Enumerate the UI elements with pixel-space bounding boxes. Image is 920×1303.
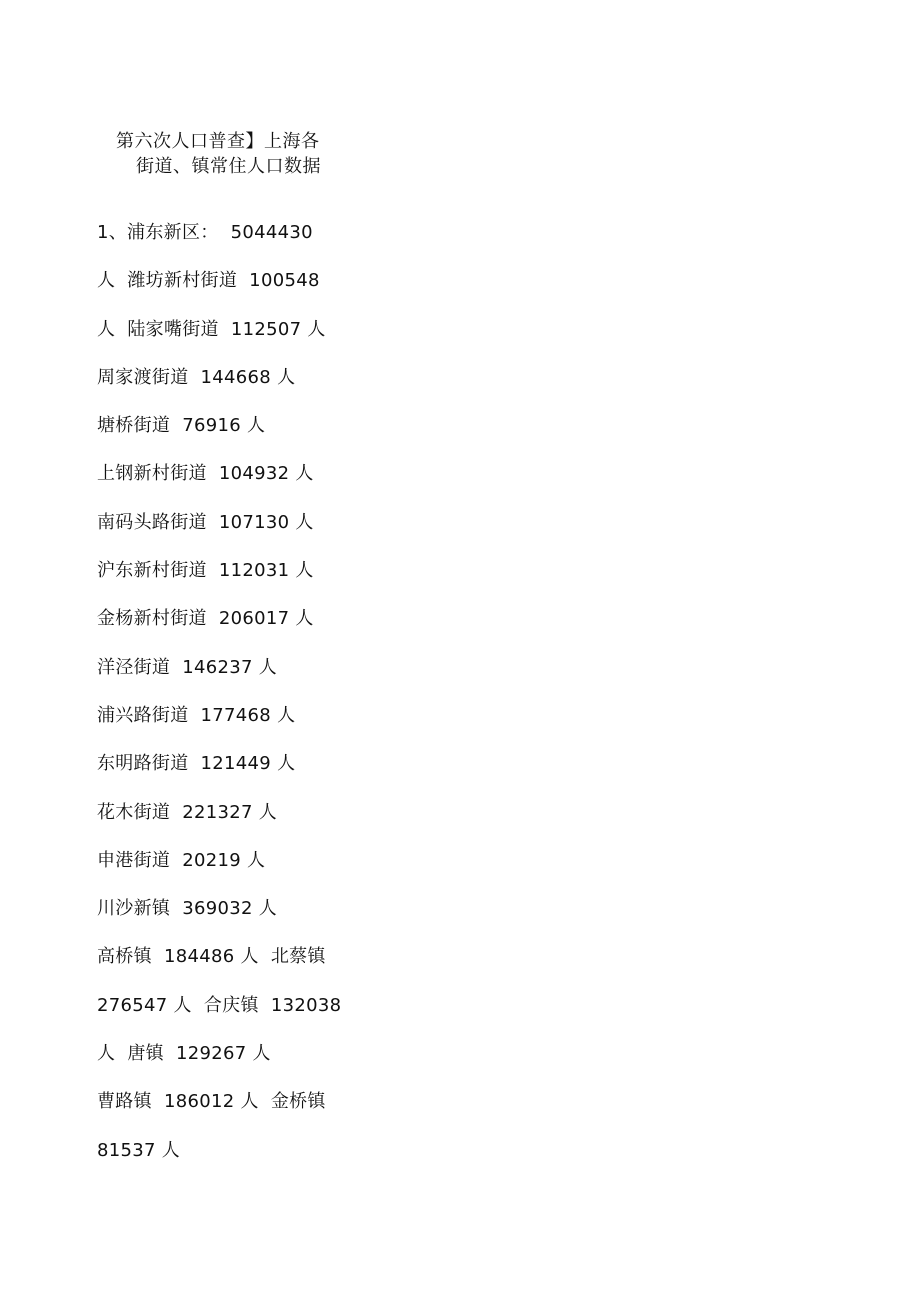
population-line: 沪东新村街道 112031 人	[97, 560, 314, 582]
population-line: 1、浦东新区： 5044430	[97, 222, 313, 243]
population-line: 东明路街道 121449 人	[97, 753, 296, 775]
population-line: 276547 人 合庆镇 132038	[97, 994, 342, 1016]
document-title-line-1: 第六次人口普查】上海各	[116, 131, 320, 152]
population-line: 81537 人	[97, 1139, 181, 1161]
population-line: 申港街道 20219 人	[97, 849, 266, 871]
population-line: 人 潍坊新村街道 100548	[97, 270, 320, 292]
population-line: 塘桥街道 76916 人	[97, 415, 266, 437]
population-line: 金杨新村街道 206017 人	[97, 608, 314, 630]
population-line: 上钢新村街道 104932 人	[97, 463, 314, 485]
population-line: 人 陆家嘴街道 112507 人	[97, 318, 326, 340]
population-line: 浦兴路街道 177468 人	[97, 704, 296, 726]
population-line: 南码头路街道 107130 人	[97, 511, 314, 533]
population-line: 周家渡街道 144668 人	[97, 366, 296, 388]
population-line: 人 唐镇 129267 人	[97, 1043, 271, 1065]
population-line: 川沙新镇 369032 人	[97, 898, 278, 920]
population-line: 高桥镇 184486 人 北蔡镇	[97, 946, 326, 968]
population-line: 曹路镇 186012 人 金桥镇	[97, 1091, 326, 1113]
population-list	[97, 221, 341, 1187]
population-line: 洋泾街道 146237 人	[97, 656, 278, 678]
document-title-line-2: 街道、镇常住人口数据	[136, 156, 321, 177]
population-line: 花木街道 221327 人	[97, 801, 278, 823]
